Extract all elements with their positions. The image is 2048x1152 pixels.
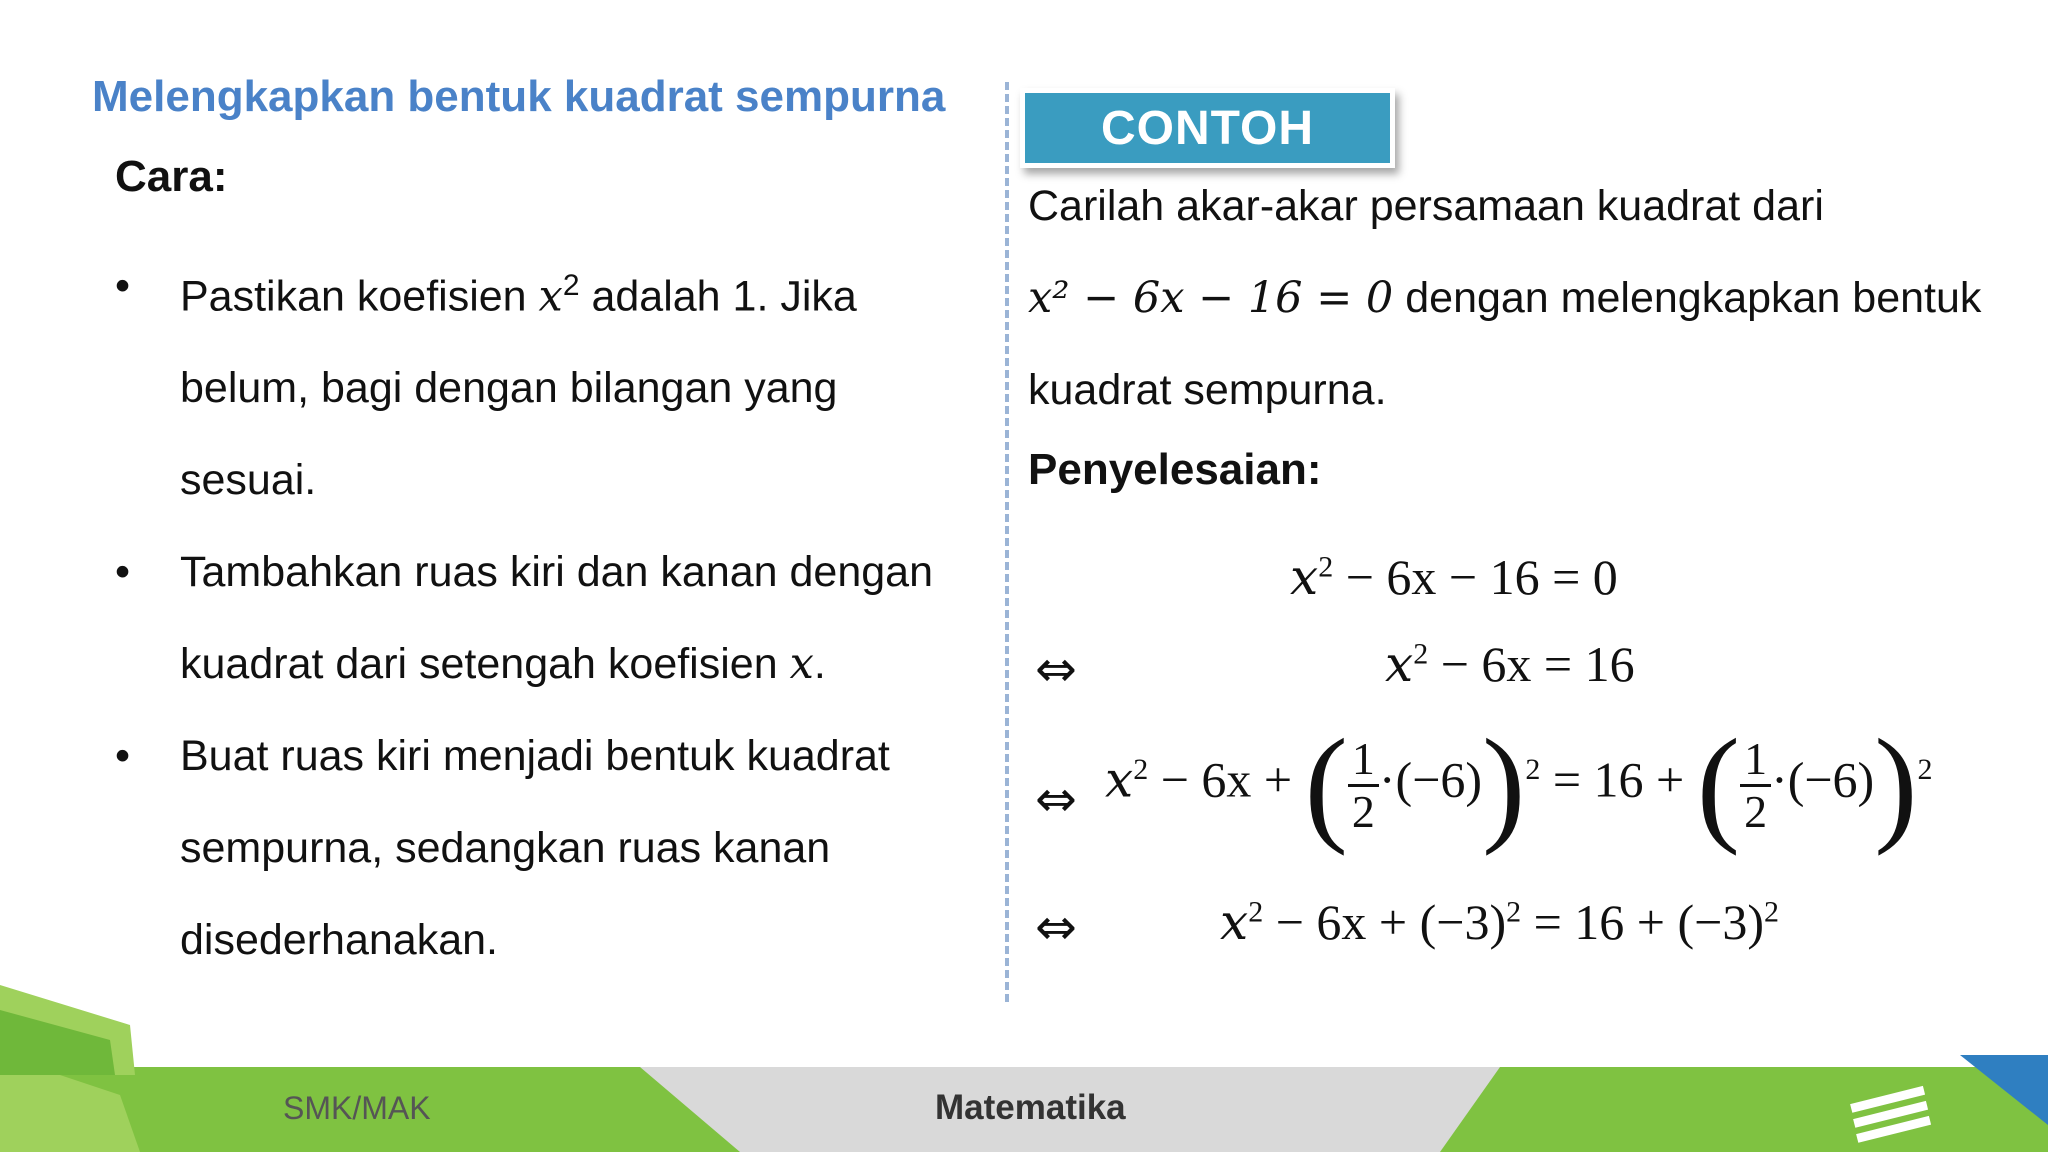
method-list (115, 240, 965, 986)
equation-2: $x^2 - 6x = 16$ (1385, 635, 1635, 693)
iff-icon: ⇔ (1035, 640, 1077, 698)
equation-1: $x^2 - 6x - 16 = 0$ (1290, 548, 1618, 606)
corner-decoration (0, 985, 140, 1075)
iff-icon: ⇔ (1035, 898, 1077, 956)
column-divider (1005, 82, 1009, 1002)
list-item: • Pastikan koefisien $x^2$ adalah 1. Jika belum, bagi dengan bilangan yang sesuai. (115, 240, 965, 526)
equation-3: $x^2 - 6x$ + ( $\frac{1}{2}$ ·(−6))$^2$ = 16 + ( $\frac{1}{2}$ ·(−6))$^2$ (1105, 713, 1933, 857)
iff-icon: ⇔ (1035, 770, 1077, 828)
bullet-icon: • (115, 548, 131, 597)
method-heading: Cara: (115, 152, 228, 201)
example-badge (1020, 88, 1395, 168)
equation-4: $x^2 - 6x + (-3)^2 = 16 + (-3)^2$ (1220, 893, 1780, 951)
footer-school-level: SMK/MAK (283, 1090, 431, 1126)
list-item: • Buat ruas kiri menjadi bentuk kuadrat sempurna, sedangkan ruas kanan disederhanakan. (115, 710, 965, 986)
list-item: • Tambahkan ruas kiri dan kanan dengan kuadrat dari setengah koefisien x. (115, 526, 965, 710)
bullet-icon: • (115, 262, 131, 310)
footer-subject: Matematika (935, 1088, 1126, 1127)
slide-title: Melengkapkan bentuk kuadrat sempurna (92, 72, 946, 121)
solution-label: Penyelesaian: (1028, 445, 1322, 494)
problem-equation: x² − 6x − 16 = 0 (1028, 273, 1394, 323)
problem-statement: Carilah akar-akar persamaan kuadrat dari x² − 6x − 16 = 0 dengan melengkapkan bentuk kuadrat sempurna. (1028, 182, 1982, 414)
example-badge-label: CONTOH (1100, 101, 1315, 155)
bullet-icon: • (115, 732, 131, 781)
